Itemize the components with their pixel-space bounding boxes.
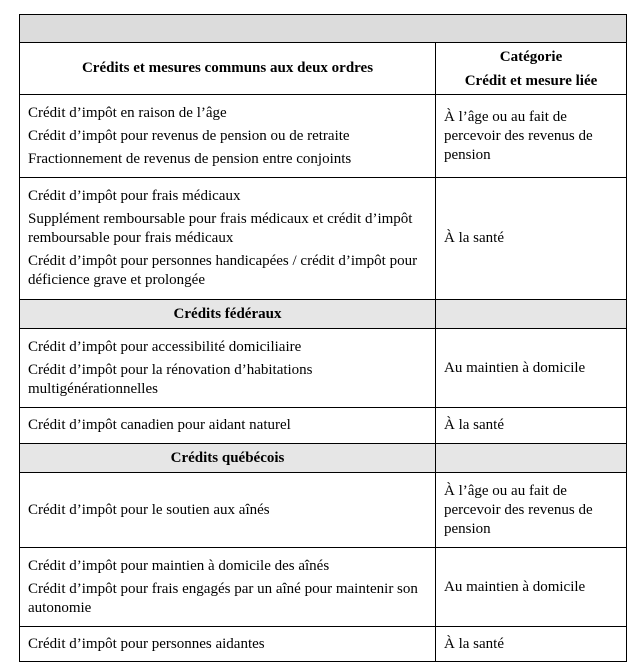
table-top-bar-cell	[20, 15, 627, 43]
credits-cell	[20, 329, 436, 408]
credits-cell	[20, 473, 436, 548]
header-category: Catégorie	[499, 48, 563, 65]
category-cell: Au maintien à domicile	[436, 548, 627, 627]
credit-item: Crédit d’impôt pour maintien à domicile des aînés	[28, 557, 330, 574]
header-category-cell	[436, 43, 627, 95]
credit-item: Crédit d’impôt pour le soutien aux aînés	[28, 501, 270, 518]
header-related-measure: Crédit et mesure liée	[464, 72, 598, 89]
credits-cell	[20, 627, 436, 662]
credit-item: Supplément remboursable pour frais médicaux et crédit d’impôt remboursable pour frais médicaux	[28, 211, 413, 246]
category-cell: À l’âge ou au fait de percevoir des revenus de pension	[436, 473, 627, 548]
table-row	[20, 95, 627, 178]
credit-item: Crédit d’impôt pour frais médicaux	[28, 188, 241, 204]
section-row-quebec	[20, 444, 627, 473]
category-cell: À l’âge ou au fait de percevoir des revenus de pension	[436, 95, 627, 178]
section-title-quebec: Crédits québécois	[20, 444, 436, 473]
category-cell: À la santé	[436, 178, 627, 300]
credit-item: Crédit d’impôt pour personnes aidantes	[28, 635, 265, 652]
section-empty-cell	[436, 444, 627, 473]
section-row-federal	[20, 300, 627, 329]
credits-cell	[20, 408, 436, 444]
credits-cell	[20, 95, 436, 178]
table-top-bar	[20, 15, 627, 43]
tax-credits-table	[19, 14, 627, 662]
credit-item: Fractionnement de revenus de pension entre conjoints	[28, 150, 352, 167]
credits-cell	[20, 178, 436, 300]
table-row	[20, 473, 627, 548]
section-empty-cell	[436, 300, 627, 329]
credits-cell	[20, 548, 436, 627]
category-cell: Au maintien à domicile	[436, 329, 627, 408]
category-cell: À la santé	[436, 408, 627, 444]
table-header-row	[20, 43, 627, 95]
credit-item: Crédit d’impôt pour frais engagés par un aîné pour maintenir son autonomie	[28, 580, 418, 616]
table-row	[20, 548, 627, 627]
category-cell: À la santé	[436, 627, 627, 662]
credit-item: Crédit d’impôt en raison de l’âge	[28, 104, 227, 121]
table-row	[20, 329, 627, 408]
credit-item: Crédit d’impôt pour la rénovation d’habitations multigénérationnelles	[28, 361, 313, 397]
header-credits: Crédits et mesures communs aux deux ordres	[81, 60, 374, 76]
table-row	[20, 627, 627, 662]
table-row	[20, 408, 627, 444]
header-credits-cell	[20, 43, 436, 95]
table-row	[20, 178, 627, 300]
credit-item: Crédit d’impôt pour revenus de pension ou de retraite	[28, 127, 350, 144]
credit-item: Crédit d’impôt pour personnes handicapées / crédit d’impôt pour déficience grave et prolongée	[28, 253, 418, 288]
credit-item: Crédit d’impôt pour accessibilité domiciliaire	[28, 338, 302, 355]
credit-item: Crédit d’impôt canadien pour aidant naturel	[28, 417, 291, 433]
section-title-federal: Crédits fédéraux	[20, 300, 436, 329]
